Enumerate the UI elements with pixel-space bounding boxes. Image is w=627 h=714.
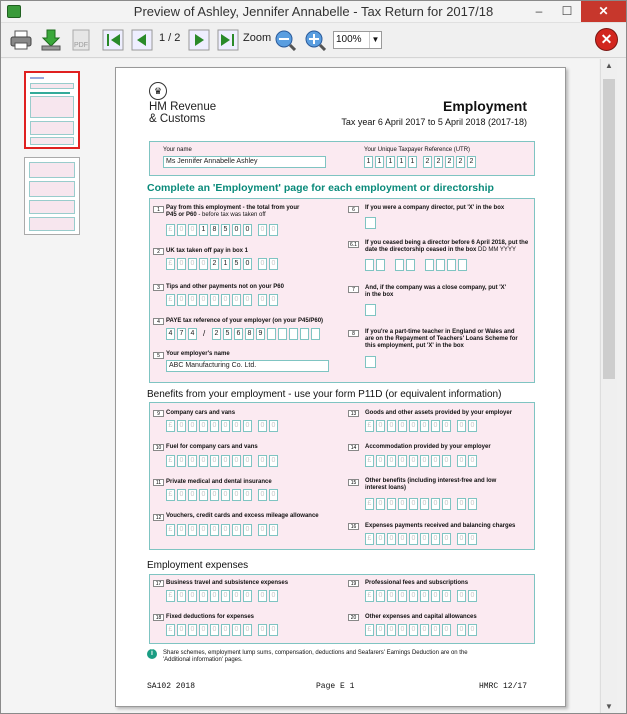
zoom-out-icon xyxy=(274,29,296,51)
page-label: Page E 1 xyxy=(316,682,355,691)
svg-text:PDF: PDF xyxy=(74,42,88,49)
pence-box: 0 xyxy=(457,420,466,432)
digit-box: 0 xyxy=(243,294,252,306)
crest-icon: ♛ xyxy=(149,82,167,100)
digit-box: 0 xyxy=(210,524,219,536)
box-number: 17 xyxy=(153,580,164,587)
teacher-checkbox[interactable] xyxy=(365,356,376,368)
digit-box: 0 xyxy=(210,624,219,636)
utr-digit-box: 1 xyxy=(408,156,417,168)
utr-label: Your Unique Taxpayer Reference (UTR) xyxy=(364,147,471,153)
digit-box: 0 xyxy=(398,624,407,636)
digit-box: 0 xyxy=(210,294,219,306)
digit-box: 0 xyxy=(243,489,252,501)
benefits-heading: Benefits from your employment - use your form P11D (or equivalent information) xyxy=(147,389,502,400)
digit-box: 1 xyxy=(221,258,230,270)
digit-box: 0 xyxy=(409,590,418,602)
digit-box: 0 xyxy=(199,420,208,432)
pence-box: 0 xyxy=(468,455,477,467)
digit-box: 0 xyxy=(199,590,208,602)
utr-digit-box: 2 xyxy=(423,156,432,168)
digit-box: 0 xyxy=(177,524,186,536)
digit-box: 0 xyxy=(387,624,396,636)
employer-name-field[interactable]: ABC Manufacturing Co. Ltd. xyxy=(166,360,329,372)
paye-digit-box: 4 xyxy=(188,328,197,340)
digit-box: 0 xyxy=(243,590,252,602)
last-page-icon xyxy=(217,29,239,51)
pound-box: £ xyxy=(166,624,175,636)
digit-box: 0 xyxy=(177,455,186,467)
zoom-in-icon xyxy=(304,29,326,51)
digit-box: 0 xyxy=(177,258,186,270)
pence-box: 0 xyxy=(258,294,267,306)
next-page-button[interactable] xyxy=(187,28,211,52)
window-title: Preview of Ashley, Jennifer Annabelle - Tax Return for 2017/18 xyxy=(133,4,494,19)
paye-digit-box xyxy=(278,328,287,340)
digit-box: 0 xyxy=(210,420,219,432)
q12-label: Vouchers, credit cards and excess mileage allowance xyxy=(166,513,319,519)
chevron-down-icon: ▼ xyxy=(369,32,381,48)
pence-box: 0 xyxy=(258,524,267,536)
paye-digit-box: 2 xyxy=(212,328,221,340)
q4-label: PAYE tax reference of your employer (on your P45/P60) xyxy=(166,318,324,324)
paye-digit-box: 7 xyxy=(177,328,186,340)
pence-box: 0 xyxy=(269,258,278,270)
zoom-in-button[interactable] xyxy=(303,28,327,52)
paye-digit-box xyxy=(300,328,309,340)
printer-icon xyxy=(10,30,32,50)
pence-box: 0 xyxy=(258,455,267,467)
pence-box: 0 xyxy=(457,590,466,602)
digit-box: 0 xyxy=(431,498,440,510)
form-title: Employment xyxy=(442,98,527,114)
digit-box: 0 xyxy=(376,533,385,545)
pound-box: £ xyxy=(365,498,374,510)
form-version: HMRC 12/17 xyxy=(479,682,528,691)
box-number: 19 xyxy=(348,580,359,587)
q5-label: Your employer's name xyxy=(166,351,230,357)
digit-box: 0 xyxy=(177,624,186,636)
pound-box: £ xyxy=(166,258,175,270)
utr-digit-box: 2 xyxy=(456,156,465,168)
save-button[interactable] xyxy=(39,28,63,52)
digit-box: 0 xyxy=(398,590,407,602)
pence-box: 0 xyxy=(457,624,466,636)
digit-box: 0 xyxy=(188,489,197,501)
digit-box: 0 xyxy=(210,590,219,602)
pence-box: 0 xyxy=(269,524,278,536)
digit-box: 0 xyxy=(420,498,429,510)
box-number: 4 xyxy=(153,318,164,325)
q3-label: Tips and other payments not on your P60 xyxy=(166,284,284,290)
digit-box: 0 xyxy=(177,224,186,236)
page-thumbnail-1[interactable] xyxy=(24,71,80,149)
box-number: 15 xyxy=(348,479,359,486)
digit-box: 0 xyxy=(398,455,407,467)
digit-box: 0 xyxy=(409,455,418,467)
form-code: SA102 2018 xyxy=(147,682,196,691)
pound-box: £ xyxy=(166,524,175,536)
zoom-label: Zoom xyxy=(243,32,272,44)
digit-box: 0 xyxy=(199,489,208,501)
digit-box: 0 xyxy=(221,455,230,467)
q19-label: Professional fees and subscriptions xyxy=(365,580,469,586)
digit-box: 0 xyxy=(387,498,396,510)
utr-digit-box: 2 xyxy=(467,156,476,168)
pence-box: 0 xyxy=(258,489,267,501)
pound-box: £ xyxy=(365,455,374,467)
vertical-scrollbar[interactable] xyxy=(600,59,617,713)
digit-box: 8 xyxy=(210,224,219,236)
digit-box: 0 xyxy=(420,420,429,432)
paye-digit-box xyxy=(311,328,320,340)
digit-box: 0 xyxy=(387,420,396,432)
pound-box: £ xyxy=(365,420,374,432)
pence-box: 0 xyxy=(468,624,477,636)
close-preview-button[interactable] xyxy=(595,28,618,51)
box-number: 20 xyxy=(348,614,359,621)
pence-box: 0 xyxy=(457,498,466,510)
tax-form-page: ♛ HM Revenue & Customs Employment Tax year 6 April 2017 to 5 April 2018 (2017-18) Your name Ms Jennifer Annabelle Ashley Your Unique Taxpayer Reference (UTR) 1 1 1 1 1 2 2 2 2 2 Complete an 'Employment' page for each employment or directorship 1 Pay from this employment - the total from your P45 or P60 - before tax was taken off £ 0 0 1 8 5 0 0 0 0 2 UK tax taken off pay in box 1 £ 0 0 0 2 1 5 0 0 0 3 Tips and other payments not on your P60 £ 0 0 0 0 0 0 0 0 0 4 PAYE tax reference of your employer (on your P45/P60) 4 7 4 / 2 5 6 8 9 5 Your employer's name ABC Manufacturing Co. Ltd. 6 If you were a company director, put 'X' in the box 6.1 If you ceased being a director before 6 April 2018, put the date the directorship ceased in the box DD MM YYYY 7 And, if the company was a close company, put 'X' in the box 8 If you're a part-time teacher in England or Wales and are on the Repayment of Teachers' Loans Scheme for this employment, put 'X' in the box Benefits from your employment - use your form P11D (or equivalent information) 9 Company cars and vans £ 0 0 0 0 0 0 0 0 0 10 Fuel for company cars and vans £ 0 0 0 0 0 0 0 0 0 11 Private medical and dental insurance £ 0 0 0 0 0 0 0 0 0 12 Vouchers, credit cards and excess mileage allowance £ 0 0 0 0 0 0 0 0 0 13 Goods and other assets provided by your employer £ 0 0 0 0 0 0 0 0 0 14 Accommodation provided by your employer £ 0 0 0 0 0 0 0 0 0 15 Other benefits (including interest-free and low interest loans) £ 0 0 0 0 0 0 0 0 0 16 Expenses payments received and balancing charges £ 0 0 0 0 0 0 0 0 0 Employment expenses 17 Business travel and subsistence expenses £ 0 0 0 0 0 0 0 0 0 18 Fixed deductions for expenses £ 0 0 0 0 0 0 0 0 0 19 Professional fees and subscriptions £ 0 0 0 0 0 0 0 0 0 20 Other expenses and capital allowances £ 0 0 0 0 0 0 0 0 0 i Share schemes, employment lump sums, compensation, deductions and Seafarers' Earnings Deduction are on the 'Additional information' pages. SA102 2018 Page E 1 HMRC 12/17 xyxy=(115,67,566,707)
pence-box: 0 xyxy=(269,590,278,602)
page-thumbnail-2[interactable] xyxy=(24,157,80,235)
pence-box: 0 xyxy=(258,420,267,432)
pence-box: 0 xyxy=(258,624,267,636)
digit-box: 0 xyxy=(442,455,451,467)
box-number: 8 xyxy=(348,330,359,337)
q9-label: Company cars and vans xyxy=(166,410,236,416)
box-number: 6.1 xyxy=(348,241,359,248)
pound-box: £ xyxy=(365,624,374,636)
pence-box: 0 xyxy=(468,533,477,545)
paye-digit-box: 4 xyxy=(166,328,175,340)
next-page-icon xyxy=(188,29,210,51)
thumbnail-panel xyxy=(1,59,105,713)
digit-box: 0 xyxy=(442,498,451,510)
digit-box: 0 xyxy=(199,258,208,270)
digit-box: 0 xyxy=(431,533,440,545)
pence-box: 0 xyxy=(457,455,466,467)
box-number: 16 xyxy=(348,523,359,530)
digit-box: 0 xyxy=(232,420,241,432)
date-digit-box xyxy=(365,259,374,271)
digit-box: 0 xyxy=(398,498,407,510)
zoom-select[interactable] xyxy=(333,31,382,49)
q17-label: Business travel and subsistence expenses xyxy=(166,580,289,586)
digit-box: 0 xyxy=(387,455,396,467)
pence-box: 0 xyxy=(269,624,278,636)
digit-box: 0 xyxy=(199,294,208,306)
pence-box: 0 xyxy=(468,498,477,510)
zoom-out-button[interactable] xyxy=(273,28,297,52)
q8-label: If you're a part-time teacher in England or Wales and xyxy=(365,329,515,335)
previous-page-icon xyxy=(131,29,153,51)
digit-box: 0 xyxy=(232,224,241,236)
utr-digit-box: 2 xyxy=(445,156,454,168)
digit-box: 2 xyxy=(210,258,219,270)
q16-label: Expenses payments received and balancing charges xyxy=(365,523,516,529)
digit-box: 0 xyxy=(243,258,252,270)
digit-box: 0 xyxy=(431,420,440,432)
digit-box: 0 xyxy=(420,533,429,545)
previous-page-button[interactable] xyxy=(130,28,154,52)
digit-box: 0 xyxy=(420,590,429,602)
digit-box: 0 xyxy=(431,590,440,602)
window-close-button[interactable]: ✕ xyxy=(581,1,626,22)
pence-box: 0 xyxy=(258,224,267,236)
digit-box: 0 xyxy=(243,224,252,236)
digit-box: 0 xyxy=(376,590,385,602)
digit-box: 0 xyxy=(188,420,197,432)
date-digit-box xyxy=(458,259,467,271)
pound-box: £ xyxy=(365,590,374,602)
digit-box: 0 xyxy=(221,294,230,306)
digit-box: 0 xyxy=(243,524,252,536)
digit-box: 0 xyxy=(243,420,252,432)
additional-info-note: Share schemes, employment lump sums, compensation, deductions and Seafarers' Earnings Deduction are on the 'Additional information' pages. xyxy=(163,650,468,663)
digit-box: 0 xyxy=(232,455,241,467)
director-checkbox[interactable] xyxy=(365,217,376,229)
last-page-button[interactable] xyxy=(216,28,240,52)
digit-box: 0 xyxy=(387,533,396,545)
digit-box: 0 xyxy=(376,498,385,510)
date-digit-box xyxy=(436,259,445,271)
digit-box: 0 xyxy=(442,590,451,602)
q6-label: If you were a company director, put 'X' in the box xyxy=(365,205,505,211)
pound-box: £ xyxy=(166,420,175,432)
document-viewer[interactable] xyxy=(105,59,599,713)
digit-box: 0 xyxy=(442,420,451,432)
paye-digit-box xyxy=(267,328,276,340)
paye-separator: / xyxy=(203,329,206,338)
digit-box: 0 xyxy=(431,455,440,467)
digit-box: 0 xyxy=(188,590,197,602)
digit-box: 0 xyxy=(420,455,429,467)
pence-box: 0 xyxy=(269,420,278,432)
digit-box: 0 xyxy=(188,294,197,306)
digit-box: 0 xyxy=(376,624,385,636)
digit-box: 0 xyxy=(210,489,219,501)
download-icon xyxy=(40,29,62,51)
utr-digit-box: 1 xyxy=(397,156,406,168)
digit-box: 0 xyxy=(199,524,208,536)
digit-box: 0 xyxy=(376,420,385,432)
date-digit-box xyxy=(376,259,385,271)
q1-label: Pay from this employment - the total from your xyxy=(166,205,300,211)
name-label: Your name xyxy=(163,147,192,153)
minimize-button[interactable]: – xyxy=(535,4,543,18)
q20-label: Other expenses and capital allowances xyxy=(365,614,477,620)
hmrc-logo: ♛ HM Revenue & Customs xyxy=(149,82,216,125)
digit-box: 0 xyxy=(387,590,396,602)
pound-box: £ xyxy=(166,590,175,602)
digit-box: 0 xyxy=(177,294,186,306)
digit-box: 0 xyxy=(232,624,241,636)
paye-digit-box: 6 xyxy=(234,328,243,340)
utr-digit-box: 1 xyxy=(386,156,395,168)
q7-label: And, if the company was a close company, put 'X' xyxy=(365,285,507,291)
digit-box: 0 xyxy=(221,489,230,501)
pound-box: £ xyxy=(365,533,374,545)
digit-box: 0 xyxy=(177,420,186,432)
digit-box: 0 xyxy=(232,294,241,306)
title-bar xyxy=(1,1,626,23)
digit-box: 0 xyxy=(188,258,197,270)
digit-box: 0 xyxy=(398,420,407,432)
pence-box: 0 xyxy=(468,590,477,602)
digit-box: 0 xyxy=(221,524,230,536)
digit-box: 0 xyxy=(232,590,241,602)
box-number: 1 xyxy=(153,206,164,213)
digit-box: 0 xyxy=(442,624,451,636)
pence-box: 0 xyxy=(269,294,278,306)
q14-label: Accommodation provided by your employer xyxy=(365,444,491,450)
pence-box: 0 xyxy=(468,420,477,432)
scroll-down-icon[interactable]: ▼ xyxy=(605,702,613,711)
q13-label: Goods and other assets provided by your employer xyxy=(365,410,513,416)
digit-box: 0 xyxy=(188,224,197,236)
pound-box: £ xyxy=(166,224,175,236)
digit-box: 0 xyxy=(221,624,230,636)
digit-box: 0 xyxy=(409,498,418,510)
pence-box: 0 xyxy=(269,489,278,501)
digit-box: 0 xyxy=(221,420,230,432)
pdf-icon xyxy=(70,29,92,51)
close-company-checkbox[interactable] xyxy=(365,304,376,316)
digit-box: 0 xyxy=(409,420,418,432)
utr-digit-box: 2 xyxy=(434,156,443,168)
digit-box: 0 xyxy=(442,533,451,545)
box-number: 5 xyxy=(153,352,164,359)
digit-box: 0 xyxy=(409,624,418,636)
close-icon: ✕ xyxy=(600,31,613,47)
q10-label: Fuel for company cars and vans xyxy=(166,444,258,450)
pdf-button[interactable] xyxy=(69,28,93,52)
box-number: 2 xyxy=(153,248,164,255)
pence-box: 0 xyxy=(269,224,278,236)
digit-box: 0 xyxy=(188,455,197,467)
digit-box: 0 xyxy=(177,590,186,602)
utr-digit-box: 1 xyxy=(364,156,373,168)
digit-box: 0 xyxy=(199,624,208,636)
date-digit-box xyxy=(425,259,434,271)
scrollbar-thumb[interactable] xyxy=(603,79,615,379)
q2-label: UK tax taken off pay in box 1 xyxy=(166,248,249,254)
box-number: 3 xyxy=(153,284,164,291)
paye-digit-box: 9 xyxy=(256,328,265,340)
q15-label: Other benefits (including interest-free and low xyxy=(365,478,497,484)
box-number: 7 xyxy=(348,286,359,293)
digit-box: 0 xyxy=(398,533,407,545)
name-field[interactable]: Ms Jennifer Annabelle Ashley xyxy=(163,156,326,168)
toolbar xyxy=(1,23,626,58)
print-button[interactable] xyxy=(9,28,33,52)
pence-box: 0 xyxy=(269,455,278,467)
first-page-icon xyxy=(102,29,124,51)
q61-label: If you ceased being a director before 6 April 2018, put the xyxy=(365,240,529,246)
pence-box: 0 xyxy=(457,533,466,545)
paye-digit-box: 8 xyxy=(245,328,254,340)
form-subtitle: Tax year 6 April 2017 to 5 April 2018 (2017-18) xyxy=(341,117,527,127)
digit-box: 1 xyxy=(199,224,208,236)
digit-box: 0 xyxy=(420,624,429,636)
box-number: 9 xyxy=(153,410,164,417)
digit-box: 0 xyxy=(199,455,208,467)
q11-label: Private medical and dental insurance xyxy=(166,479,272,485)
box-number: 18 xyxy=(153,614,164,621)
digit-box: 5 xyxy=(221,224,230,236)
pence-box: 0 xyxy=(258,590,267,602)
paye-digit-box: 5 xyxy=(223,328,232,340)
complete-heading: Complete an 'Employment' page for each employment or directorship xyxy=(147,182,494,194)
pound-box: £ xyxy=(166,455,175,467)
digit-box: 0 xyxy=(188,524,197,536)
q18-label: Fixed deductions for expenses xyxy=(166,614,255,620)
scroll-up-icon[interactable]: ▲ xyxy=(605,61,613,70)
pence-box: 0 xyxy=(258,258,267,270)
box-number: 12 xyxy=(153,514,164,521)
box-number: 13 xyxy=(348,410,359,417)
digit-box: 0 xyxy=(221,590,230,602)
digit-box: 0 xyxy=(188,624,197,636)
maximize-button[interactable]: ☐ xyxy=(561,4,573,18)
digit-box: 0 xyxy=(177,489,186,501)
paye-digit-box xyxy=(289,328,298,340)
first-page-button[interactable] xyxy=(101,28,125,52)
pound-box: £ xyxy=(166,489,175,501)
box-number: 11 xyxy=(153,479,164,486)
date-digit-box xyxy=(447,259,456,271)
expenses-heading: Employment expenses xyxy=(147,560,249,571)
digit-box: 0 xyxy=(243,455,252,467)
info-icon: i xyxy=(147,649,157,659)
digit-box: 0 xyxy=(431,624,440,636)
digit-box: 0 xyxy=(210,455,219,467)
digit-box: 0 xyxy=(232,524,241,536)
digit-box: 0 xyxy=(243,624,252,636)
digit-box: 0 xyxy=(376,455,385,467)
box-number: 10 xyxy=(153,444,164,451)
date-digit-box xyxy=(406,259,415,271)
box-number: 14 xyxy=(348,444,359,451)
digit-box: 0 xyxy=(409,533,418,545)
zoom-value: 100% xyxy=(336,34,362,45)
digit-box: 0 xyxy=(232,489,241,501)
box-number: 6 xyxy=(348,206,359,213)
page-indicator: 1 / 2 xyxy=(159,32,181,44)
digit-box: 5 xyxy=(232,258,241,270)
utr-digit-box: 1 xyxy=(375,156,384,168)
date-digit-box xyxy=(395,259,404,271)
pound-box: £ xyxy=(166,294,175,306)
